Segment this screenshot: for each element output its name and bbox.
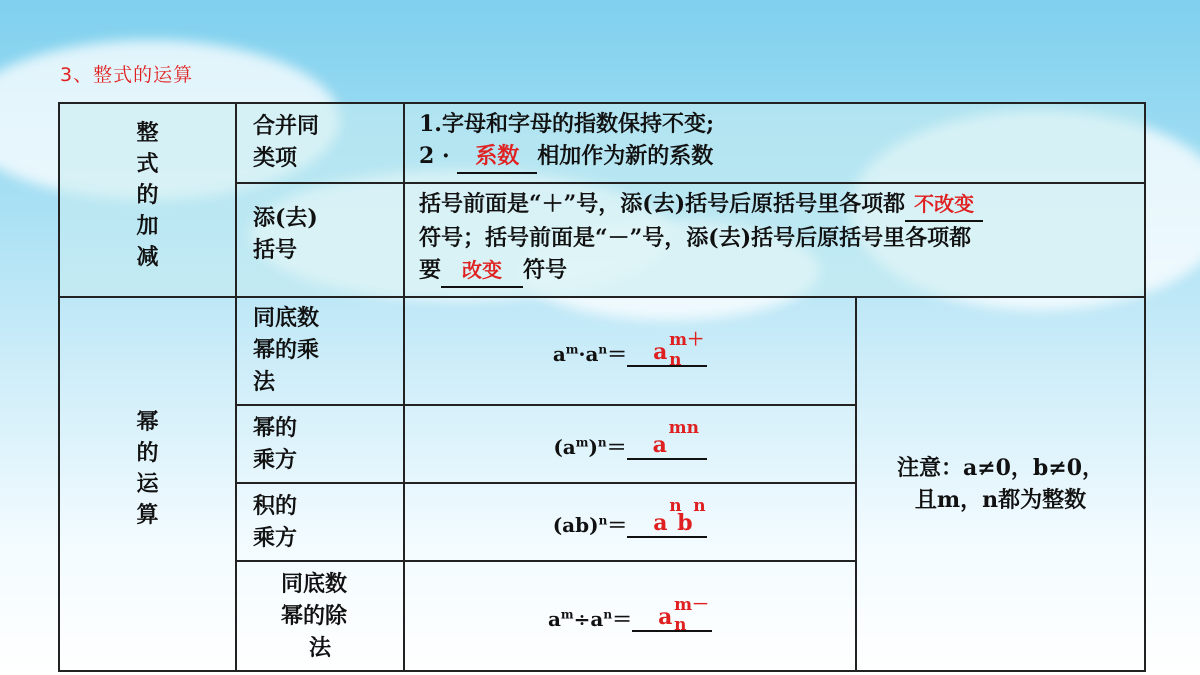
combine-label-cell	[236, 103, 404, 183]
row-combine-like-terms	[59, 103, 1145, 183]
formula-lhs-sup: n	[597, 435, 607, 450]
power-row-label-line: 法	[309, 635, 332, 661]
addsub-title-char: 整	[136, 120, 159, 146]
power-row-label-line: 乘方	[253, 525, 298, 551]
bracket-text-3-suffix: 符号	[523, 257, 568, 283]
power-row-label-line: 幂的除	[281, 603, 348, 629]
formula-lhs: (a	[553, 435, 576, 459]
answer-exponent-2: n	[693, 496, 706, 516]
note-cell	[856, 297, 1145, 671]
addsub-title-cell	[59, 103, 236, 297]
formula-cell	[404, 561, 856, 671]
section-heading: 3、整式的运算	[60, 64, 194, 86]
formula-lhs-sup: m	[560, 607, 574, 622]
formula-mid: ÷a	[573, 607, 604, 631]
formula-cell	[404, 405, 856, 483]
power-row-label-line: 幂的	[253, 415, 298, 441]
answer-base: a	[653, 510, 668, 536]
formula-equals: ＝	[607, 342, 628, 366]
power-title-char: 算	[136, 502, 159, 528]
bracket-blank-answer-2: 改变	[441, 254, 523, 288]
formula-answer	[627, 496, 707, 538]
note-line-2: 且m，n都为整数	[914, 487, 1087, 513]
formula-cell	[404, 297, 856, 405]
bracket-label-line: 括号	[253, 237, 298, 263]
combine-rule-1: 1.字母和字母的指数保持不变;	[419, 111, 715, 137]
power-row-label-cell	[236, 297, 404, 405]
bracket-rule-line3	[419, 254, 1130, 288]
formula-equals: ＝	[606, 435, 627, 459]
bracket-blank-answer-1: 不改变	[905, 188, 983, 222]
bracket-label-cell	[236, 183, 404, 297]
combine-rule-2-suffix: 相加作为新的系数	[537, 143, 714, 169]
formula-answer	[632, 595, 712, 635]
answer-exponent: m－n	[674, 595, 710, 635]
note-line-1: 注意：a≠0，b≠0，	[896, 455, 1105, 481]
formula-lhs: (ab)	[552, 513, 599, 537]
power-row-label-cell	[236, 561, 404, 671]
addsub-title-char: 的	[136, 182, 159, 208]
power-row-label-line: 幂的乘	[253, 337, 320, 363]
combine-rule-2-prefix: 2 ·	[419, 143, 458, 169]
formula-cell	[404, 483, 856, 561]
answer-exponent: m＋n	[669, 330, 705, 370]
formula-equals: ＝	[607, 513, 628, 537]
answer-base-2: b	[677, 510, 693, 536]
bracket-rule-line2: 符号；括号前面是“－”号，添(去)括号后原括号里各项都	[419, 225, 972, 251]
addsub-title-char: 式	[136, 151, 159, 177]
bracket-text-3-prefix: 要	[419, 257, 442, 283]
operations-table	[58, 102, 1146, 672]
formula-lhs: a	[552, 342, 566, 366]
formula-answer	[627, 418, 707, 460]
power-title-char: 运	[136, 471, 159, 497]
power-title-cell	[59, 297, 236, 671]
row-power-multiply	[59, 297, 1145, 405]
bracket-label-line: 添(去)	[253, 205, 318, 231]
formula-lhs-sup: m	[565, 342, 579, 357]
formula-lhs-sup: n	[603, 607, 613, 622]
power-row-label-line: 法	[253, 369, 276, 395]
formula-lhs-sup: m	[575, 435, 589, 450]
answer-base: a	[652, 432, 667, 458]
addsub-title-char: 减	[136, 244, 159, 270]
formula-mid: ·a	[578, 342, 599, 366]
power-row-label-cell	[236, 405, 404, 483]
answer-exponent: mn	[668, 418, 700, 438]
power-title-char: 的	[136, 440, 159, 466]
answer-base: a	[653, 339, 668, 365]
formula-answer	[627, 330, 707, 370]
bracket-text-1: 括号前面是“＋”号，添(去)括号后原括号里各项都	[419, 191, 906, 217]
power-row-label-line: 乘方	[253, 447, 298, 473]
formula-lhs-sup: n	[598, 513, 608, 528]
formula-mid: )	[588, 435, 598, 459]
power-row-label-line: 同底数	[281, 571, 348, 597]
power-row-label-line: 积的	[253, 493, 298, 519]
combine-rule-2	[419, 140, 1130, 174]
combine-blank-answer: 系数	[457, 140, 537, 174]
power-row-label-line: 同底数	[253, 305, 320, 331]
combine-label-line: 类项	[253, 145, 298, 171]
formula-lhs-sup: n	[598, 342, 608, 357]
formula-lhs: a	[547, 607, 561, 631]
answer-base: a	[658, 604, 673, 630]
addsub-title-char: 加	[136, 213, 159, 239]
formula-equals: ＝	[612, 607, 633, 631]
power-title-char: 幂	[136, 409, 159, 435]
bracket-content-cell	[404, 183, 1145, 297]
combine-label-line: 合并同	[253, 113, 320, 139]
answer-exponent: n	[669, 496, 682, 516]
combine-content-cell	[404, 103, 1145, 183]
bracket-rule-line1	[419, 188, 1130, 222]
power-row-label-cell	[236, 483, 404, 561]
